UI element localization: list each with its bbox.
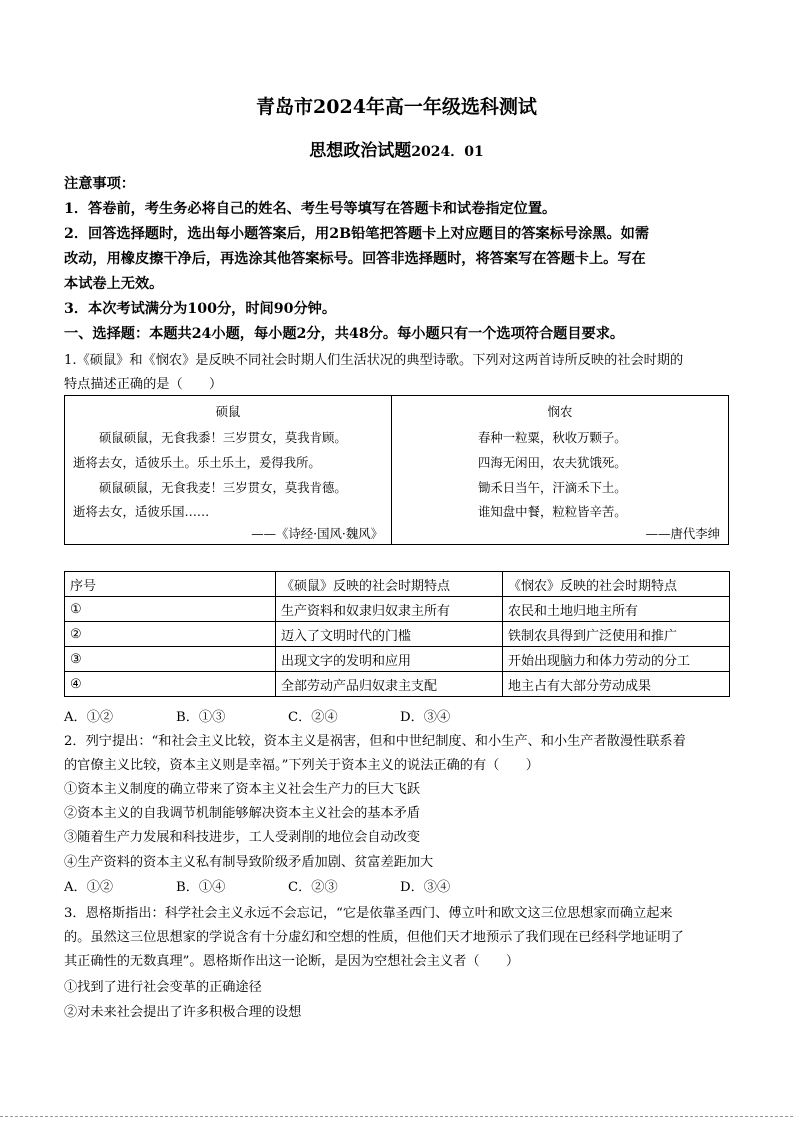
q1-stem: 1.《硕鼠》和《悯农》是反映不同社会时期人们生活状况的典型诗歌。下列对这两首诗所反映的社会时期的: [64, 353, 684, 368]
table-cell: 全部劳动产品归奴隶主支配: [276, 672, 503, 697]
option-a[interactable]: A．①②: [64, 710, 114, 725]
option-c[interactable]: C．②④: [288, 710, 338, 725]
q3-statement: ①找到了进行社会变革的正确途径: [64, 980, 262, 995]
poem-line: 逝将去女，适彼乐土。乐土乐土，爰得我所。: [73, 455, 321, 470]
table-cell: 迈入了文明时代的门槛: [276, 622, 503, 647]
table-header: 序号: [65, 572, 276, 597]
table-cell: ④: [65, 672, 276, 697]
poem-line: 春种一粒粟，秋收万颗子。: [478, 430, 627, 445]
table-cell: ③: [65, 647, 276, 672]
q2-statement: ②资本主义的自我调节机制能够解决资本主义社会的基本矛盾: [64, 806, 421, 821]
exam-date: 2024．01: [411, 144, 484, 160]
notice-item: 1．答卷前，考生务必将自己的姓名、考生号等填写在答题卡和试卷指定位置。: [64, 201, 557, 217]
option-b[interactable]: B．①③: [176, 710, 226, 725]
table-cell: ①: [65, 597, 276, 622]
table-row: [65, 672, 730, 697]
table-header: 《硕鼠》反映的社会时期特点: [276, 572, 503, 597]
q2-statement: ④生产资料的资本主义私有制导致阶级矛盾加剧、贫富差距加大: [64, 855, 434, 870]
poem-right: [392, 396, 728, 544]
poem-title: 硕鼠: [215, 404, 241, 419]
exam-subtitle: [0, 136, 793, 161]
poem-line: 谁知盘中餐，粒粒皆辛苦。: [478, 504, 627, 519]
notice-heading: 注意事项：: [64, 176, 135, 192]
option-c[interactable]: C．②③: [288, 880, 338, 895]
subject-title: 思想政治试题: [309, 141, 412, 161]
option-d[interactable]: D．③④: [400, 880, 451, 895]
q2-stem: 2．列宁提出：“和社会主义比较，资本主义是祸害，但和中世纪制度、和小生产、和小生产者散漫性联系着: [64, 734, 686, 749]
poem-left: [65, 396, 391, 544]
table-cell: 开始出现脑力和体力劳动的分工: [503, 647, 730, 672]
poem-source: ——唐代李绅: [645, 526, 720, 541]
poem-line: 锄禾日当午，汗滴禾下土。: [478, 480, 627, 495]
poem-line: 硕鼠硕鼠，无食我麦！三岁贯女，莫我肯德。: [99, 480, 347, 495]
option-d[interactable]: D．③④: [400, 710, 451, 725]
page-bottom-rule: [0, 1116, 793, 1117]
notice-item: 改动，用橡皮擦干净后，再选涂其他答案标号。回答非选择题时，将答案写在答题卡上。写在: [64, 251, 646, 267]
poem-line: 四海无闲田，农夫犹饿死。: [478, 455, 627, 470]
option-b[interactable]: B．①④: [176, 880, 226, 895]
poem-line: 硕鼠硕鼠，无食我黍！三岁贯女，莫我肯顾。: [99, 430, 347, 445]
table-cell: 生产资料和奴隶归奴隶主所有: [276, 597, 503, 622]
poem-line: 逝将去女，适彼乐国……: [73, 504, 210, 519]
table-cell: 农民和土地归地主所有: [503, 597, 730, 622]
table-cell: 铁制农具得到广泛使用和推广: [503, 622, 730, 647]
q2-stem: 的官僚主义比较，资本主义则是幸福。”下列关于资本主义的说法正确的有（ ）: [64, 758, 539, 773]
section-heading: 一、选择题：本题共24小题，每小题2分，共48分。每小题只有一个选项符合题目要求。: [64, 326, 625, 342]
table-row: [65, 597, 730, 622]
q3-stem: 3．恩格斯指出：科学社会主义永远不会忘记，“它是依靠圣西门、傅立叶和欧文这三位思想家而确立起来: [64, 906, 673, 921]
table-cell: 出现文字的发明和应用: [276, 647, 503, 672]
poem-title: 悯农: [547, 404, 573, 419]
table-cell: 地主占有大部分劳动成果: [503, 672, 730, 697]
notice-item: 3．本次考试满分为100分，时间90分钟。: [64, 301, 337, 317]
poem-source: ——《诗经·国风·魏风》: [251, 526, 383, 541]
table-row: [65, 647, 730, 672]
option-a[interactable]: A．①②: [64, 880, 114, 895]
notice-item: 本试卷上无效。: [64, 276, 164, 292]
q1-feature-table: [64, 571, 730, 697]
q3-stem: 的。虽然这三位思想家的学说含有十分虚幻和空想的性质，但他们天才地预示了我们现在已经科学地证明了: [64, 930, 684, 945]
q2-options: [64, 876, 736, 895]
exam-title: 青岛市2024年高一年级选科测试: [256, 96, 537, 118]
q2-statement: ①资本主义制度的确立带来了资本主义社会生产力的巨大飞跃: [64, 782, 421, 797]
table-header-row: [65, 572, 730, 597]
table-row: [65, 622, 730, 647]
q3-statement: ②对未来社会提出了许多积极合理的设想: [64, 1005, 302, 1020]
q2-statement: ③随着生产力发展和科技进步，工人受剥削的地位会自动改变: [64, 830, 421, 845]
q1-poem-box: [64, 395, 729, 545]
table-cell: ②: [65, 622, 276, 647]
q1-options: [64, 706, 736, 725]
q3-stem: 其正确性的无数真理”。恩格斯作出这一论断，是因为空想社会主义者（ ）: [64, 954, 520, 969]
notice-item: 2．回答选择题时，选出每小题答案后，用2B铅笔把答题卡上对应题目的答案标号涂黑。如需: [64, 226, 650, 242]
table-header: 《悯农》反映的社会时期特点: [503, 572, 730, 597]
q1-stem: 特点描述正确的是（ ）: [64, 377, 223, 392]
